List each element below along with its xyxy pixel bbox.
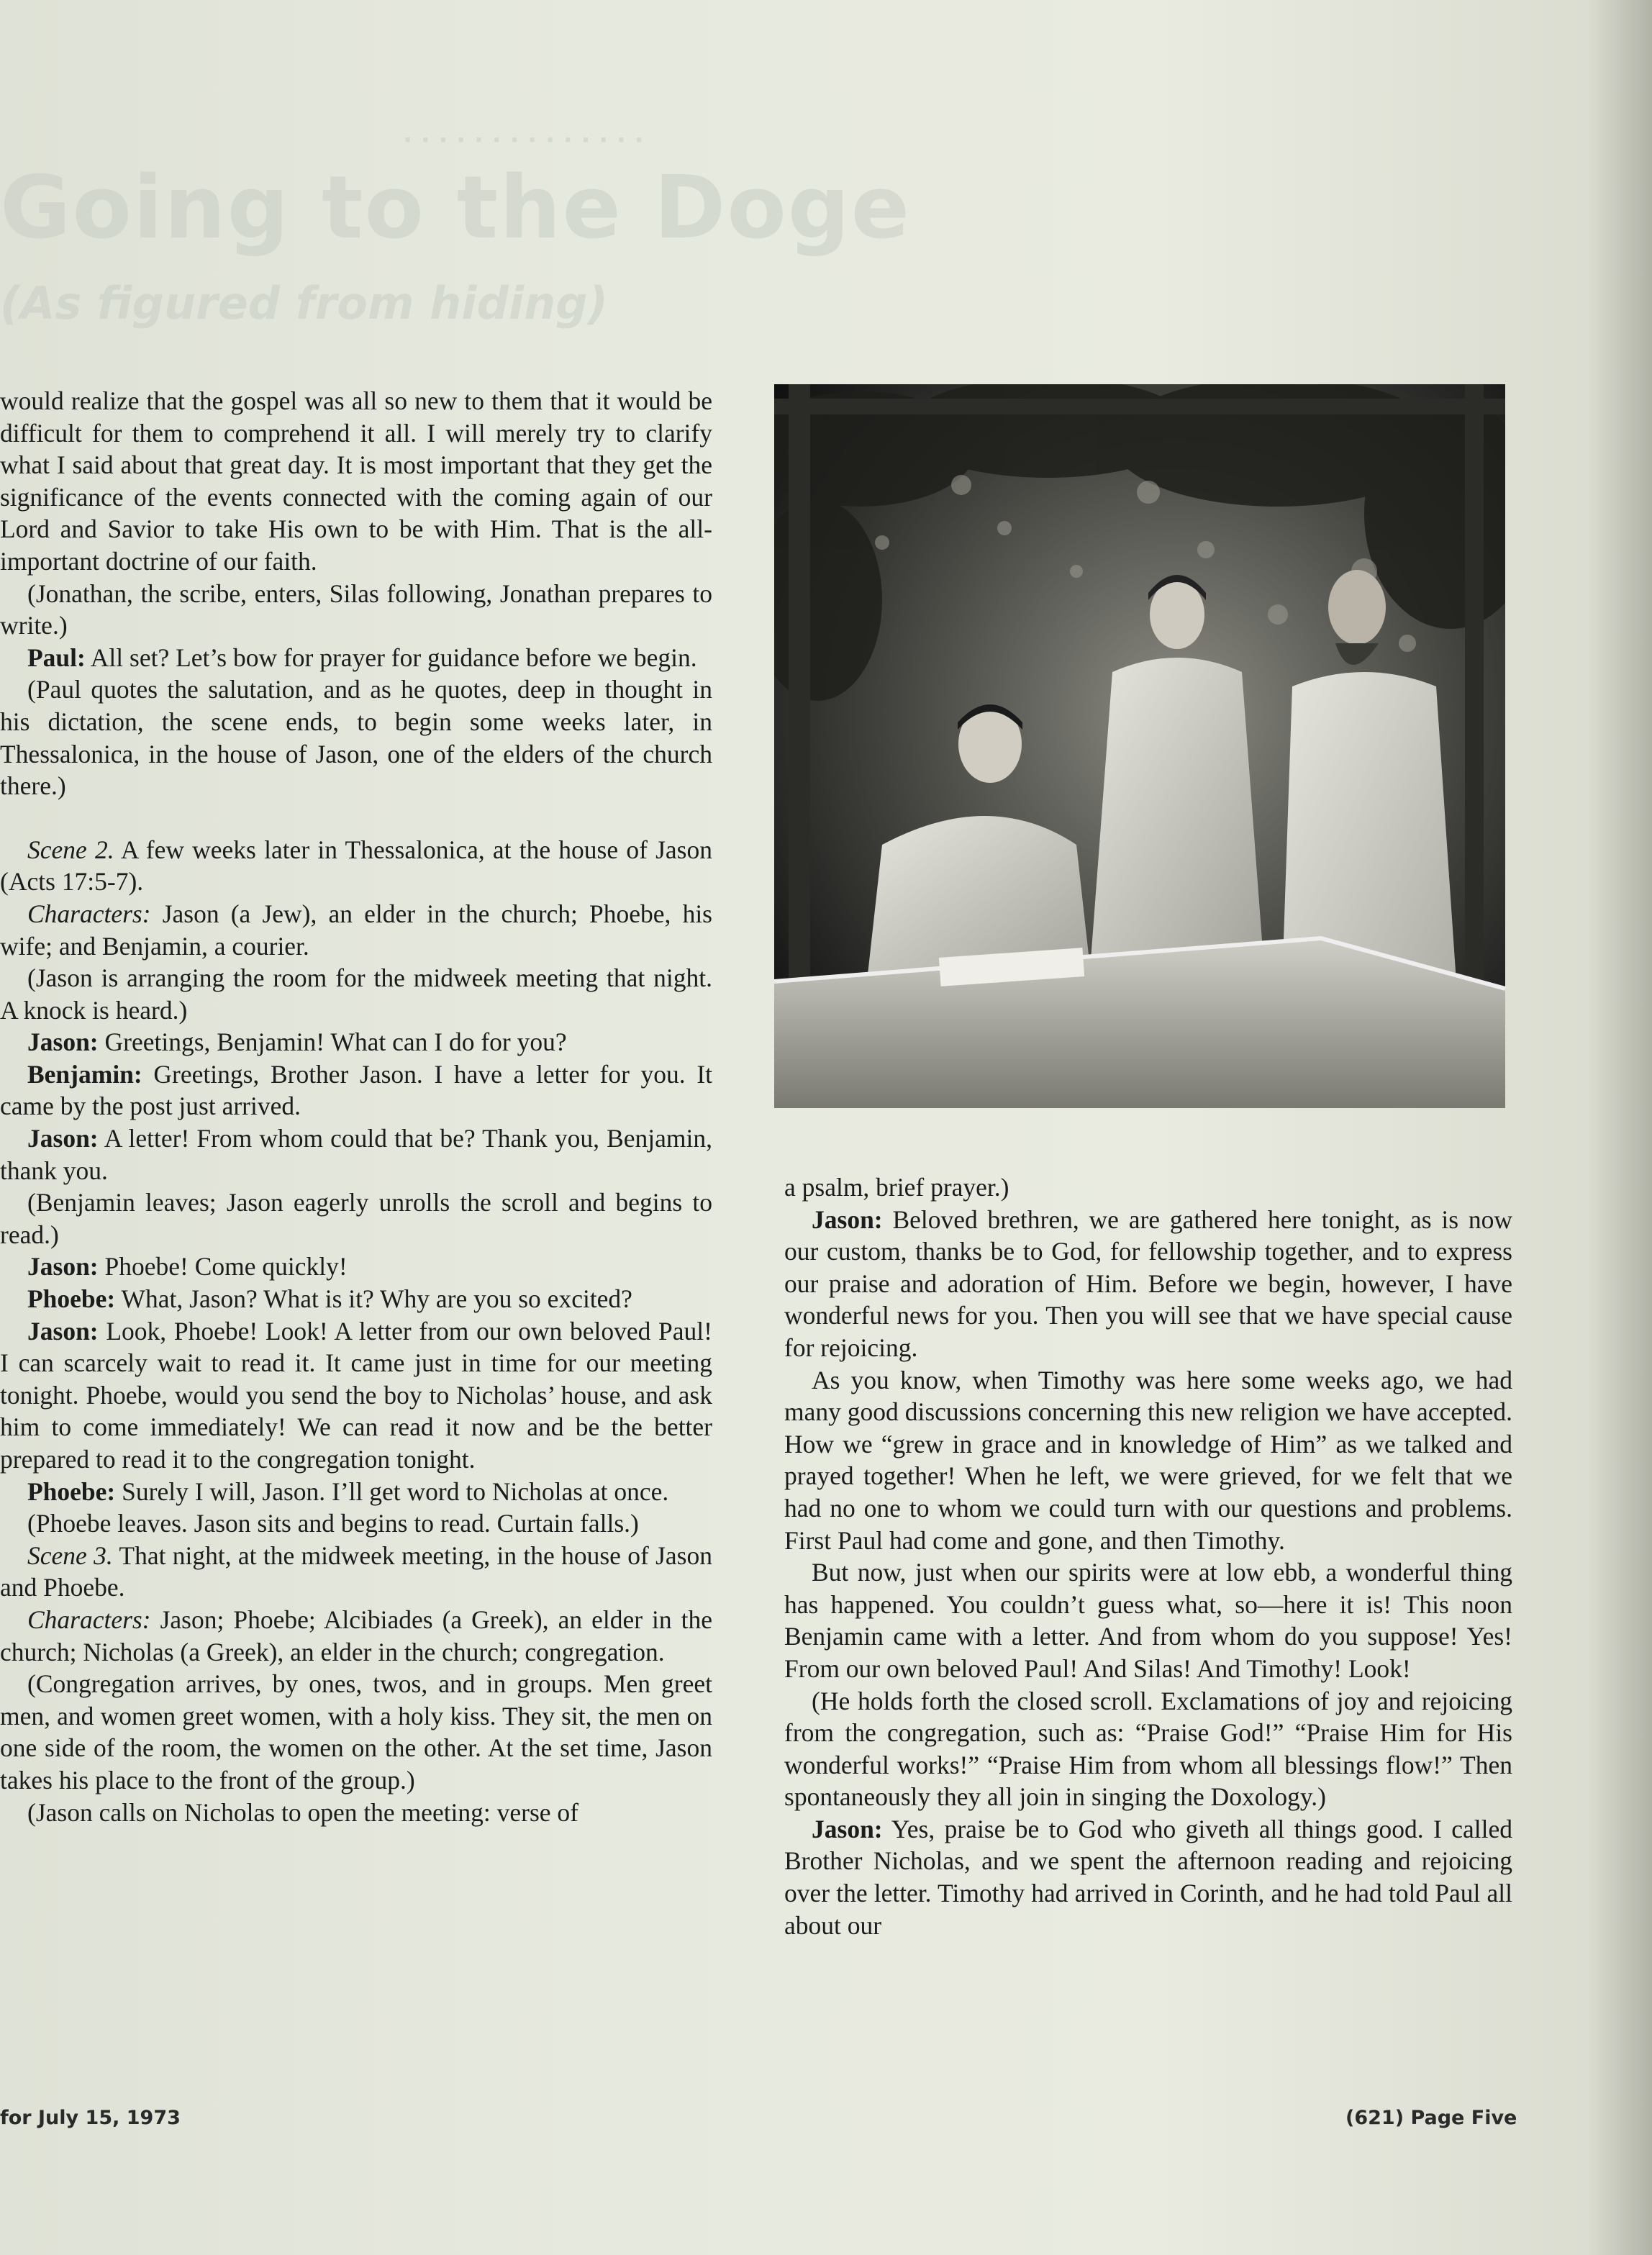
bleed-through-text: · · · · · · · · · · · · · · (403, 126, 644, 155)
paragraph-text: a psalm, brief prayer.) (784, 1173, 1009, 1202)
paragraph-text: Phoebe! Come quickly! (104, 1252, 348, 1281)
paragraph-text: Jason (a Jew), an elder in the church; Phoebe, his wife; and Benjamin, a courier. (0, 899, 712, 961)
paragraph-text: (Jonathan, the scribe, enters, Silas following, Jonathan prepares to write.) (0, 579, 712, 640)
paragraph-text: (He holds forth the closed scroll. Exclamations of joy and rejoicing from the congregation, such as: “Praise God!” “Praise Him for His wonderful works!” “Praise Him from whom all blessings flow!” Then spontaneously they all join in singing the Doxology.) (784, 1686, 1512, 1812)
speaker-name: Jason: (27, 1252, 99, 1281)
bleed-through-subtitle: (As figured from hiding) (0, 277, 608, 330)
paragraph (784, 1685, 1512, 1813)
paragraph (0, 1122, 712, 1187)
paragraph (0, 578, 712, 642)
paragraph-text: (Benjamin leaves; Jason eagerly unrolls the scroll and begins to read.) (0, 1188, 712, 1249)
paragraph-text: What, Jason? What is it? Why are you so excited? (121, 1284, 632, 1314)
paragraph (0, 898, 712, 962)
speaker-name: Phoebe: (27, 1284, 116, 1314)
paragraph (784, 1813, 1512, 1941)
paragraph (0, 1668, 712, 1796)
paragraph-text: Beloved brethren, we are gathered here tonight, as is now our custom, thanks be to God, for fellowship together, and to express our praise and adoration of Him. Before we begin, however, I have wonderful news for you. Then you will see that we have special cause for rejoicing. (784, 1204, 1512, 1362)
paragraph (0, 642, 712, 674)
paragraph (784, 1204, 1512, 1364)
speaker-name: Paul: (27, 643, 86, 672)
scene-label: Scene 2. (27, 835, 114, 864)
play-photograph (774, 384, 1505, 1108)
paragraph-text: (Jason is arranging the room for the midweek meeting that night. A knock is heard.) (0, 963, 712, 1025)
left-text-column (0, 385, 712, 1828)
paragraph (0, 1058, 712, 1122)
speaker-name: Jason: (812, 1814, 883, 1843)
paragraph (0, 1476, 712, 1508)
paragraph-text: (Phoebe leaves. Jason sits and begins to read. Curtain falls.) (27, 1509, 639, 1538)
paragraph-text: Yes, praise be to God who giveth all things good. I called Brother Nicholas, and we spent the afternoon reading and rejoicing over the letter. Timothy had arrived in Corinth, and he had told Paul all about our (784, 1814, 1512, 1940)
paragraph (0, 385, 712, 578)
paragraph-text: A few weeks later in Thessalonica, at the house of Jason (Acts 17:5-7). (0, 835, 712, 897)
paragraph-text: A letter! From whom could that be? Thank you, Benjamin, thank you. (0, 1124, 712, 1185)
photo-scene-illustration (774, 384, 1505, 1108)
paragraph (0, 673, 712, 802)
paragraph (784, 1171, 1512, 1204)
paragraph-text: But now, just when our spirits were at low ebb, a wonderful thing has happened. You couldn’t guess what, so—here it is! This noon Benjamin came with a letter. And from whom do you suppose! Yes! From our own beloved Paul! And Silas! And Timothy! Look! (784, 1558, 1512, 1683)
paragraph-text: (Congregation arrives, by ones, twos, and in groups. Men greet men, and women greet women, with a holy kiss. They sit, the men on one side of the room, the women on the other. At the set time, Jason takes his place to the front of the group.) (0, 1669, 712, 1795)
paragraph-text: (Jason calls on Nicholas to open the meeting: verse of (27, 1797, 579, 1827)
paragraph (0, 1283, 712, 1315)
paragraph-text: Jason; Phoebe; Alcibiades (a Greek), an elder in the church; Nicholas (a Greek), an elder in the church; congregation. (0, 1605, 713, 1666)
paragraph (784, 1364, 1512, 1557)
paragraph (0, 1507, 712, 1540)
scene-label: Characters: (27, 1605, 151, 1634)
speaker-name: Jason: (27, 1124, 99, 1153)
speaker-name: Phoebe: (27, 1476, 116, 1506)
paragraph (0, 1315, 712, 1476)
paragraph-text: As you know, when Timothy was here some weeks ago, we had many good discussions concerning this new religion we have accepted. How we “grew in grace and in knowledge of Him” as we talked and prayed together! When he left, we were grieved, for we felt that we had no one to whom we could turn with our questions and problems. First Paul had come and gone, and then Timothy. (784, 1365, 1512, 1555)
footer-issue-date: for July 15, 1973 (0, 2107, 181, 2129)
speaker-name: Jason: (812, 1204, 883, 1234)
paragraph (784, 1556, 1512, 1684)
scene-label: Characters: (27, 899, 151, 928)
paragraph (0, 1540, 712, 1604)
paragraph (0, 1797, 712, 1829)
paragraph (0, 1251, 712, 1283)
paragraph (0, 1187, 712, 1251)
speaker-name: Benjamin: (27, 1059, 142, 1089)
speaker-name: Jason: (27, 1027, 99, 1057)
footer-page-number: (621) Page Five (1345, 2107, 1517, 2129)
paragraph (0, 1604, 712, 1668)
paragraph (0, 834, 712, 898)
paragraph (0, 1026, 712, 1058)
paragraph-text: Surely I will, Jason. I’ll get word to Nicholas at once. (122, 1476, 669, 1506)
paragraph-text: Look, Phoebe! Look! A letter from our own beloved Paul! I can scarcely wait to read it. It came just in time for our meeting tonight. Phoebe, would you send the boy to Nicholas’ house, and ask him to come immediately! We can read it now and be the better prepared to read it to the congregation tonight. (0, 1316, 712, 1474)
speaker-name: Jason: (27, 1316, 99, 1346)
paragraph-text: Greetings, Brother Jason. I have a letter for you. It came by the post just arrived. (0, 1059, 713, 1121)
paragraph-text: Greetings, Benjamin! What can I do for you? (104, 1027, 567, 1057)
paragraph (0, 962, 712, 1026)
paragraph-text: All set? Let’s bow for prayer for guidance before we begin. (90, 643, 697, 672)
right-text-column (784, 1171, 1512, 1941)
binding-shadow (1587, 0, 1652, 2255)
scene-label: Scene 3. (27, 1541, 113, 1570)
bleed-through-title: Going to the Doge (0, 158, 912, 258)
paragraph-text: would realize that the gospel was all so new to them that it would be difficult for them to comprehend it all. I will merely try to clarify what I said about that great day. It is most important that they get the significance of the events connected with the coming again of our Lord and Savior to take His own to be with Him. That is the all-important doctrine of our faith. (0, 386, 712, 576)
paragraph-text: That night, at the midweek meeting, in the house of Jason and Phoebe. (0, 1541, 713, 1602)
paragraph-text: (Paul quotes the salutation, and as he quotes, deep in thought in his dictation, the scene ends, to begin some weeks later, in Thessalonica, in the house of Jason, one of the elders of the church there.) (0, 675, 712, 801)
